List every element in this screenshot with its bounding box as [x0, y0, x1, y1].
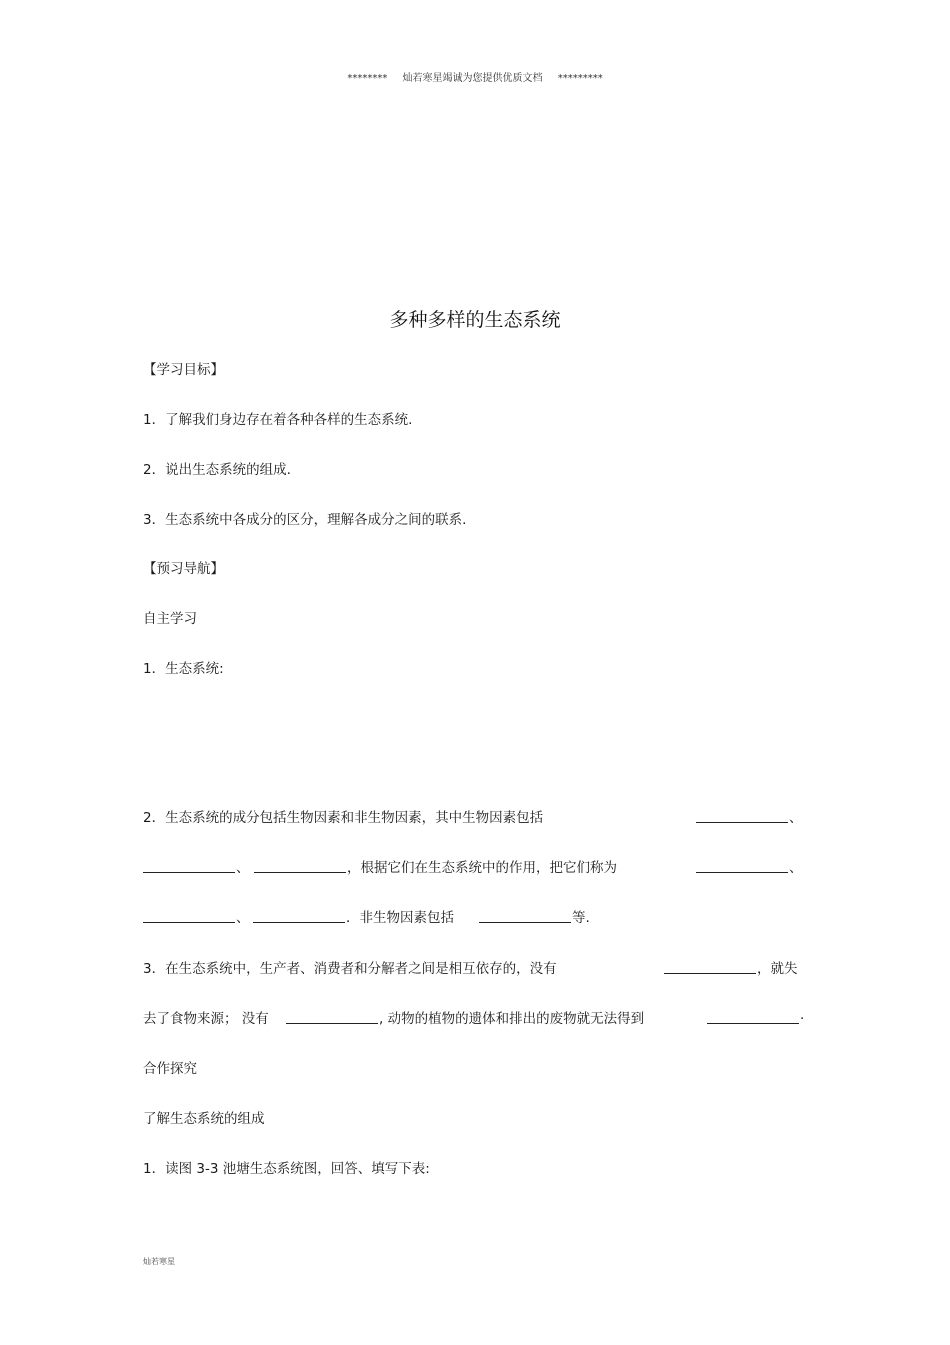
fill-blank[interactable]: [696, 858, 788, 873]
fill-blank[interactable]: [707, 1009, 799, 1024]
separator: 、: [236, 910, 250, 926]
fill-blank[interactable]: [286, 1009, 378, 1024]
preview-heading: 【预习导航】: [143, 561, 224, 577]
separator: 、: [236, 860, 250, 876]
fill-blank[interactable]: [253, 908, 345, 923]
objectives-heading: 【学习目标】: [143, 362, 224, 378]
page-header: [0, 69, 950, 84]
document-title: 多种多样的生态系统: [389, 309, 561, 331]
question-1-ecosystem: 1．生态系统:: [143, 661, 224, 677]
question-2-text-c: ．非生物因素包括: [346, 910, 454, 926]
self-study-heading: 自主学习: [143, 611, 197, 627]
header-stars-right: *********: [557, 73, 603, 84]
fill-blank[interactable]: [254, 858, 346, 873]
question-2-text-d: 等.: [572, 910, 590, 926]
cooperation-question-1: 1．读图 3-3 池塘生态系统图，回答、填写下表:: [143, 1161, 430, 1177]
question-3-text-e: .: [800, 1007, 805, 1023]
header-stars-left: ********: [347, 73, 388, 84]
fill-blank[interactable]: [664, 959, 756, 974]
cooperation-subheading: 了解生态系统的组成: [143, 1111, 265, 1127]
fill-blank[interactable]: [143, 858, 235, 873]
separator: 、: [789, 810, 803, 826]
header-text: 灿若寒星竭诚为您提供优质文档: [402, 73, 543, 84]
page-footer: 灿若寒星: [143, 1257, 175, 1266]
question-3-text-a: 3．在生态系统中，生产者、消费者和分解者之间是相互依存的，没有: [143, 961, 557, 977]
fill-blank[interactable]: [143, 908, 235, 923]
objective-item-2: 2．说出生态系统的组成.: [143, 462, 291, 478]
separator: 、: [789, 860, 803, 876]
question-2-text-a: 2．生态系统的成分包括生物因素和非生物因素，其中生物因素包括: [143, 810, 544, 826]
cooperation-heading: 合作探究: [143, 1061, 197, 1077]
objective-item-1: 1．了解我们身边存在着各种各样的生态系统.: [143, 412, 413, 428]
question-2-text-b: ，根据它们在生态系统中的作用，把它们称为: [347, 860, 617, 876]
fill-blank[interactable]: [696, 808, 788, 823]
question-3-text-d: , 动物的植物的遗体和排出的废物就无法得到: [379, 1011, 645, 1027]
objective-item-3: 3．生态系统中各成分的区分，理解各成分之间的联系.: [143, 512, 467, 528]
question-3-text-c: 去了食物来源； 没有: [143, 1011, 269, 1027]
fill-blank[interactable]: [479, 908, 571, 923]
question-3-text-b: ，就失: [757, 961, 798, 977]
